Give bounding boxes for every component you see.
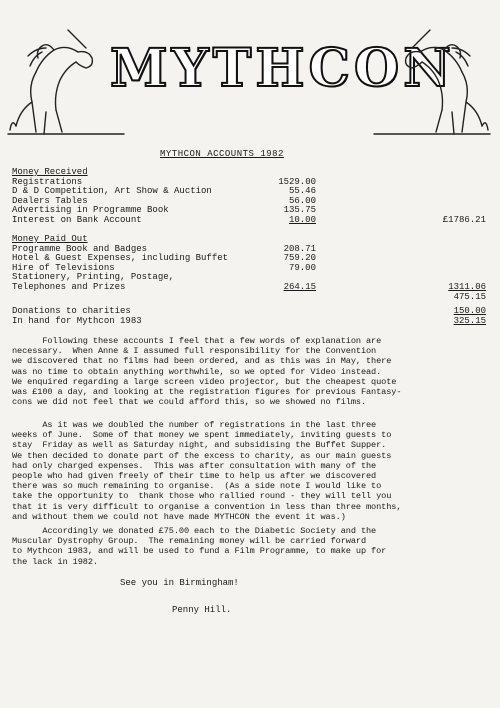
money-received-title: Money Received	[12, 167, 88, 177]
unicorn-right-illustration	[372, 22, 492, 137]
final-row: Donations to charities 150.00	[12, 306, 486, 316]
paid-total: 1311.06	[448, 281, 486, 292]
received-row: Dealers Tables 56.00	[12, 195, 316, 206]
paid-row	[12, 293, 492, 303]
paid-row: Programme Book and Badges 208.71	[12, 243, 316, 254]
money-received-section	[12, 168, 492, 226]
final-balance-section	[12, 307, 492, 326]
closing-line: See you in Birmingham!	[120, 578, 239, 588]
masthead	[0, 0, 500, 138]
paragraph-explanation: Following these accounts I feel that a few words of explanation are necessary. When Anne & I assumed full responsibility for the Convention we discovered that no films had been ordered, and as this was in May, there was no time to obtain anything worthwhile, so we opted for Video instead. We enquired regarding a large screen video projector, but the cheapest quote was £100 a day, and looking at the registration figures for previous Fantasy- cons we did not feel that we could afford this, so we showed no films.	[12, 336, 402, 408]
paid-row: Stationery, Printing, Postage,	[12, 272, 175, 283]
signature: Penny Hill.	[172, 605, 232, 615]
final-row: In hand for Mythcon 1983 325.15	[12, 315, 486, 326]
received-row: Interest on Bank Account 10.00 £1786.21	[12, 214, 486, 225]
money-paid-title: Money Paid Out	[12, 234, 88, 244]
accounts-heading: MYTHCON ACCOUNTS 1982	[160, 149, 284, 159]
paid-row: Telephones and Prizes 264.15 1311.06	[12, 281, 486, 292]
paid-row: Hire of Televisions 79.00	[12, 262, 316, 273]
received-row: Registrations 1529.00	[12, 176, 316, 187]
received-row: D & D Competition, Art Show & Auction 55.46	[12, 186, 316, 197]
received-total: £1786.21	[442, 214, 486, 225]
unicorn-left-illustration	[6, 22, 126, 137]
paragraph-registrations: As it was we doubled the number of registrations in the last three weeks of June. Some of that money we spent immediately, inviting guests to stay Friday as well as Saturday night, and subsidising the Buffet Supper. We then decided to donate part of the excess to charity, as our main guests had only charged expenses. This was after consultation with many of the people who had given freely of their time to help us after we discovered there was so much remaining to organise. (As a side note I would like to take the opportunity to thank those who rallied round - they will tell you that it is very difficult to organise a convention in less than three months, and without them we could not have made MYTHCON the event it was.)	[12, 420, 402, 522]
masthead-title: MYTHCON	[110, 38, 455, 99]
balance-total: 475.15	[453, 291, 486, 302]
paragraph-donations: Accordingly we donated £75.00 each to the Diabetic Society and the Muscular Dystrophy Group. The remaining money will be carried forward to Mythcon 1983, and will be used to fund a Film Programme, to make up for the lack in 1982.	[12, 526, 387, 567]
received-row: Advertising in Programme Book 135.75	[12, 205, 316, 216]
money-paid-section	[12, 235, 492, 302]
paid-row: Hotel & Guest Expenses, including Buffet 759.20	[12, 253, 316, 264]
